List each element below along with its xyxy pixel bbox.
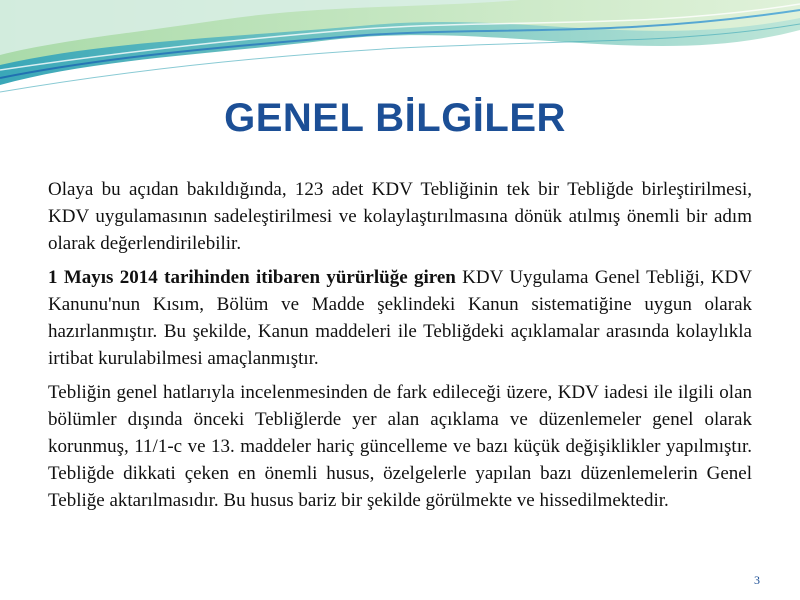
paragraph-3-text: Tebliğin genel hatlarıyla incelenmesinden de fark edileceği üzere, KDV iadesi ile ilgili olan bölümler dışında önceki Tebliğlerde yer alan açıklama ve düzenlemeler genel olarak korunmuş, 11/1-c ve 13. maddeler hariç güncelleme ve bazı küçük değişiklikler yapılmıştır. Tebliğde dikkati çeken en önemli husus, özelgelerle yapılan bazı düzenlemelerin Genel Tebliğe aktarılmasıdır. Bu husus bariz bir şekilde görülmekte ve hissedilmektedir. <box>48 382 752 511</box>
paragraph-2 <box>48 264 752 372</box>
paragraph-1 <box>48 176 752 257</box>
paragraph-1-text: Olaya bu açıdan bakıldığında, 123 adet KDV Tebliğinin tek bir Tebliğde birleştirilmesi, KDV uygulamasının sadeleştirilmesi ve kolaylaştırılmasına dönük atılmış önemli bir adım olarak değerlendirilebilir. <box>48 179 752 254</box>
paragraph-2-text: KDV Uygulama Genel Tebliği, KDV Kanunu'nun Kısım, Bölüm ve Madde şeklindeki Kanun sistematiğine uygun olarak hazırlanmıştır. Bu şekilde, Kanun maddeleri ile Tebliğdeki açıklamalar arasında kolaylıkla irtibat kurulabilmesi amaçlanmıştır. <box>48 267 752 369</box>
slide-title: GENEL BİLGİLER <box>224 96 566 140</box>
slide-body <box>48 176 752 521</box>
page-number: 3 <box>754 573 760 587</box>
decorative-wave-banner <box>0 0 800 100</box>
paragraph-3 <box>48 379 752 514</box>
paragraph-2-bold-lead: 1 Mayıs 2014 tarihinden itibaren yürürlüğe giren <box>48 267 456 288</box>
